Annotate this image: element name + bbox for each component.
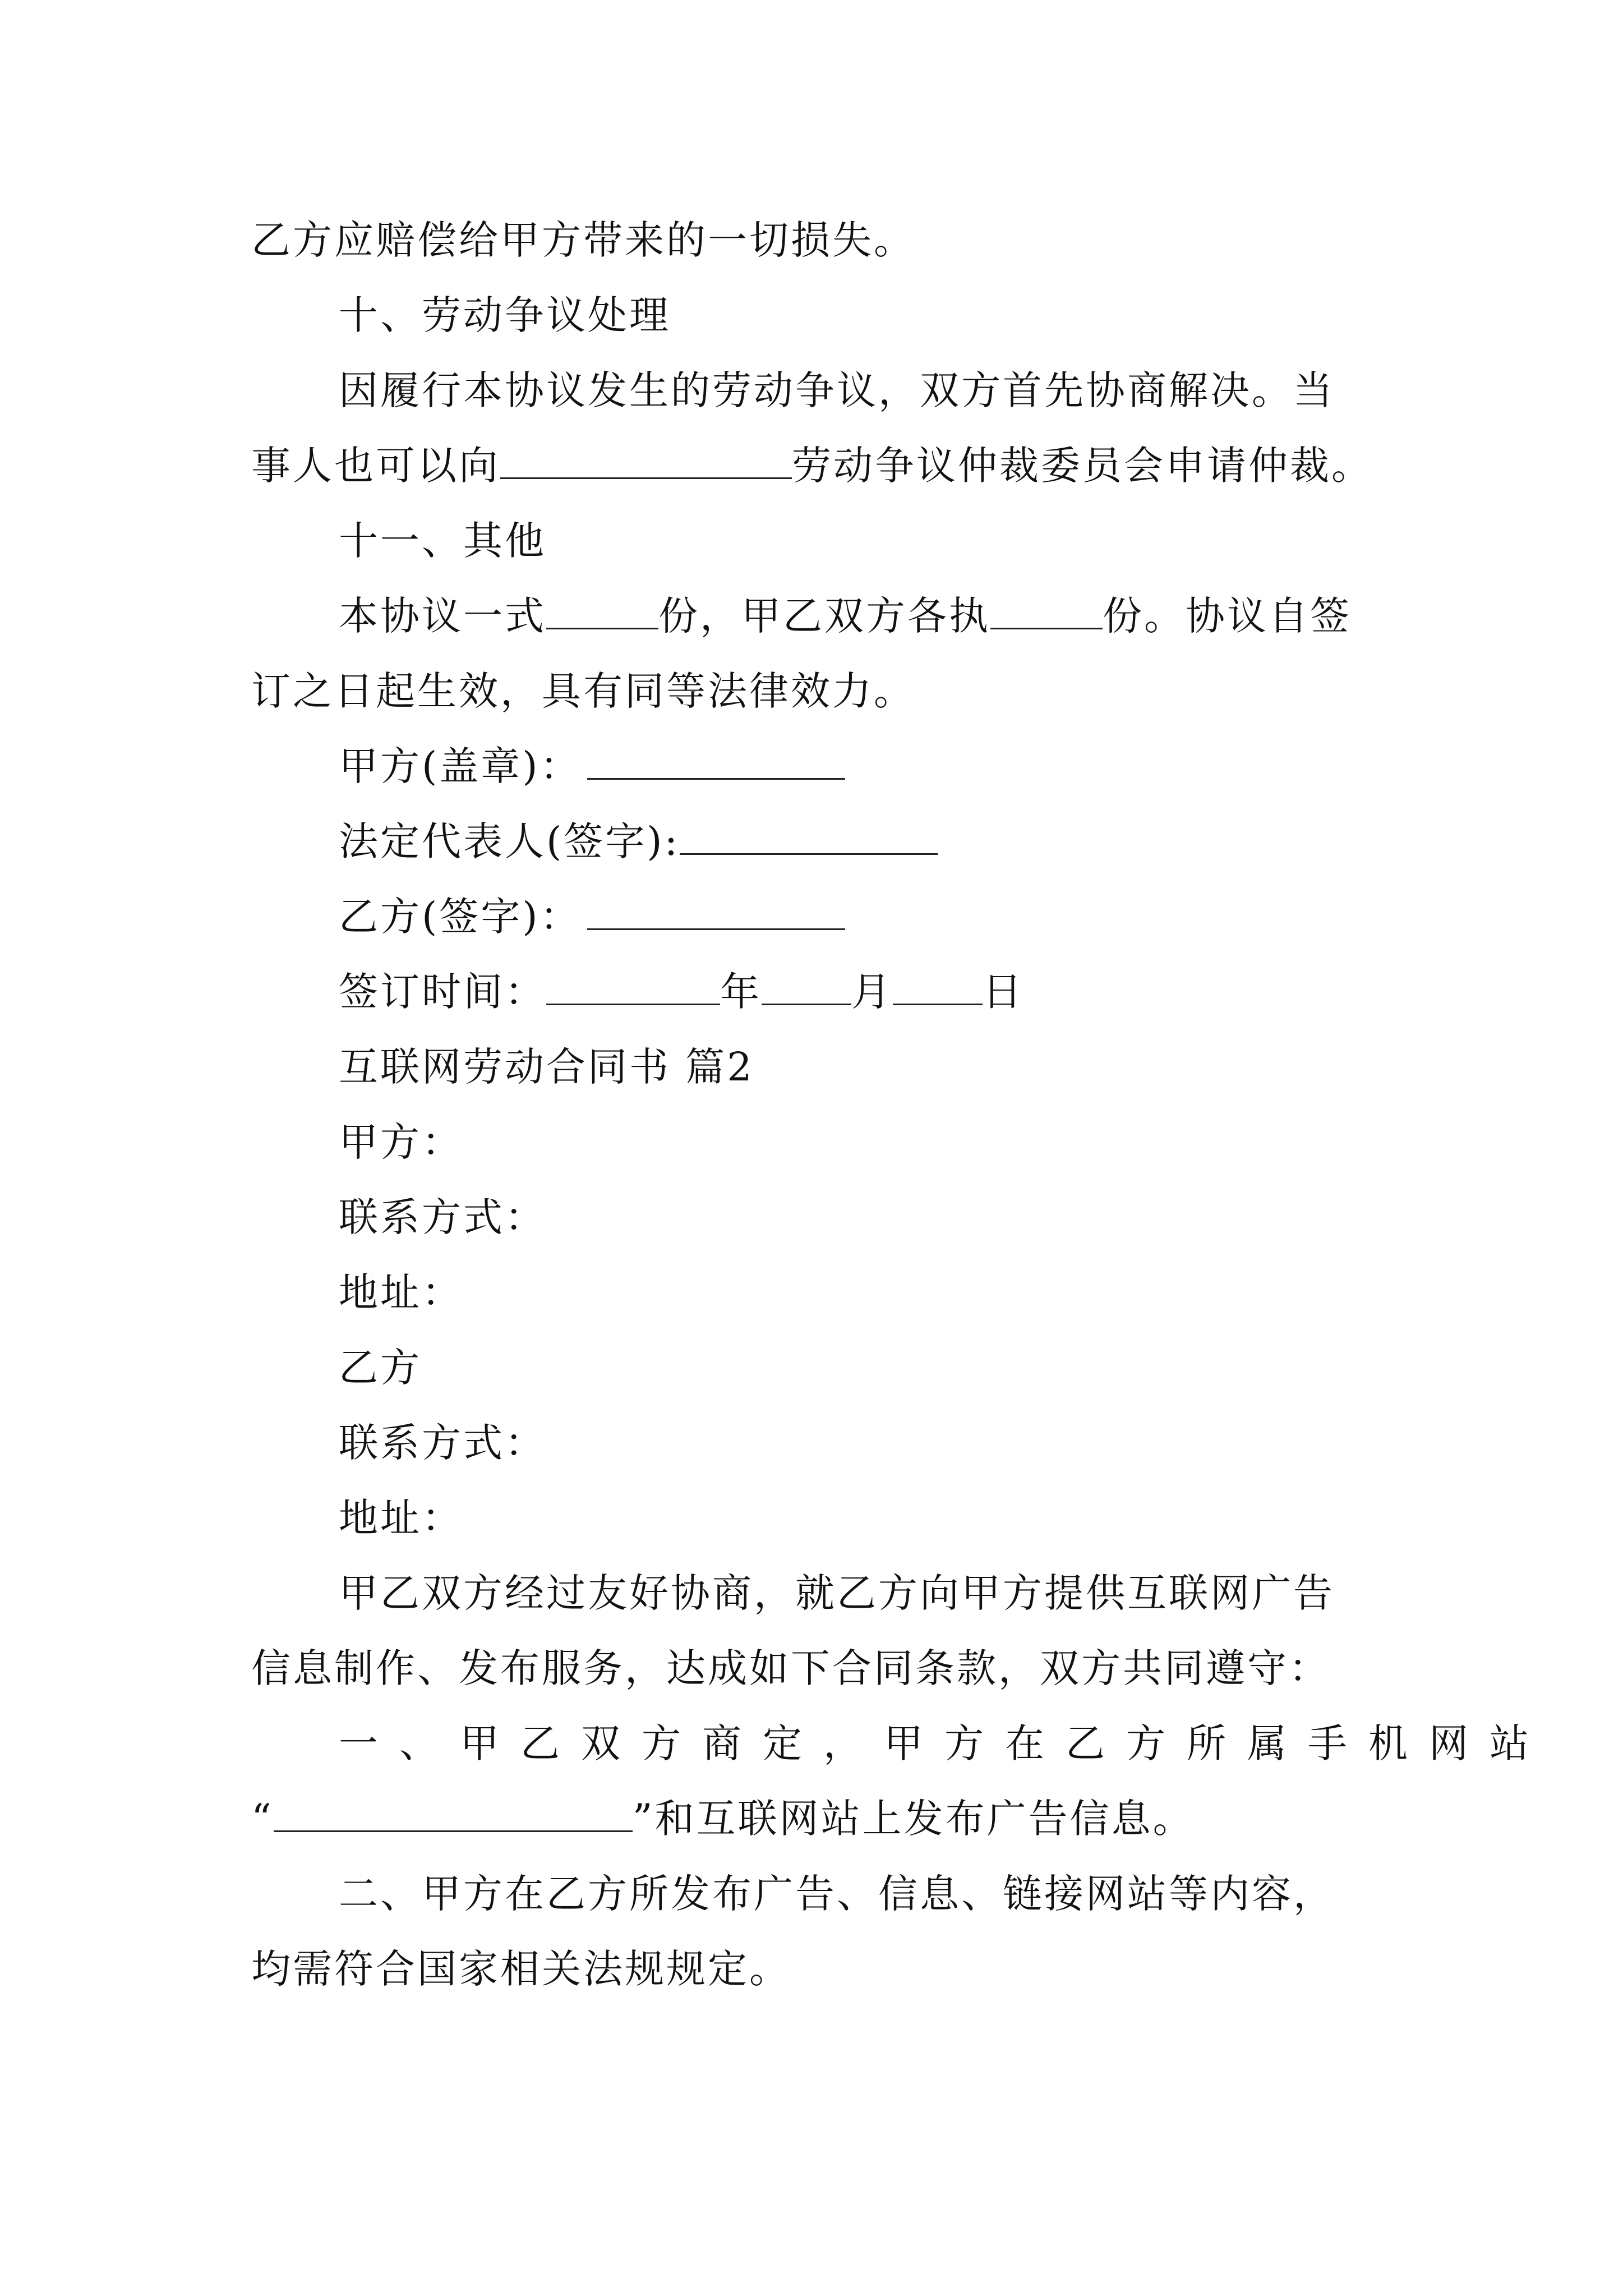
document-title bbox=[339, 1039, 754, 1095]
signature-line bbox=[339, 889, 845, 945]
party-field bbox=[339, 1189, 546, 1245]
text-dispute-1: 因履行本协议发生的劳动争议，双方首先协商解决。当 bbox=[339, 367, 1335, 413]
label-year: 年 bbox=[720, 969, 762, 1015]
year-blank bbox=[546, 967, 720, 1005]
paragraph-line bbox=[339, 1866, 1335, 1922]
section-heading bbox=[339, 287, 671, 343]
day-blank bbox=[893, 967, 983, 1005]
fill-in-blank bbox=[990, 591, 1103, 629]
label-contact-b: 联系方式： bbox=[339, 1420, 546, 1466]
title-contract-2: 互联网劳动合同书 篇2 bbox=[339, 1044, 754, 1090]
party-field bbox=[339, 1114, 463, 1170]
month-blank bbox=[762, 967, 851, 1005]
fill-in-blank bbox=[500, 440, 792, 479]
signature-blank bbox=[587, 741, 845, 780]
paragraph-line bbox=[251, 1791, 1195, 1847]
party-field bbox=[339, 1264, 463, 1320]
paragraph-line bbox=[339, 1565, 1335, 1621]
text-clause-2a: 二、甲方在乙方所发布广告、信息、链接网站等内容， bbox=[339, 1871, 1335, 1917]
text-copies-b: 份，甲乙双方各执 bbox=[658, 593, 990, 639]
paragraph-line bbox=[251, 212, 915, 268]
signature-blank bbox=[587, 891, 845, 930]
label-month: 月 bbox=[851, 969, 893, 1015]
label-contact-a: 联系方式： bbox=[339, 1194, 546, 1240]
paragraph-line bbox=[251, 1640, 1330, 1696]
label-party-b: 乙方 bbox=[339, 1345, 422, 1391]
paragraph-line bbox=[251, 663, 915, 719]
text-clause-1b-open: “ bbox=[251, 1796, 274, 1842]
label-address-a: 地址： bbox=[339, 1269, 463, 1315]
text-clause-1a: 一、甲乙双方商定，甲方在乙方所属手机网站 bbox=[339, 1720, 1550, 1766]
signature-date-line bbox=[339, 964, 1024, 1020]
signature-line bbox=[339, 813, 938, 869]
heading-other: 十一、其他 bbox=[339, 518, 546, 564]
party-field bbox=[339, 1490, 463, 1546]
text-dispute-2b: 劳动争议仲裁委员会申请仲裁。 bbox=[792, 443, 1373, 489]
paragraph-line bbox=[339, 1715, 1550, 1772]
text-agreement-1: 甲乙双方经过友好协商，就乙方向甲方提供互联网广告 bbox=[339, 1570, 1335, 1616]
label-legal-rep: 法定代表人(签字): bbox=[339, 818, 680, 864]
website-blank bbox=[274, 1793, 633, 1832]
paragraph-line bbox=[339, 362, 1335, 418]
paragraph-line bbox=[251, 438, 1373, 494]
text-dispute-2a: 事人也可以向 bbox=[251, 443, 500, 489]
text-copies-a: 本协议一式 bbox=[339, 593, 546, 639]
label-address-b: 地址： bbox=[339, 1495, 463, 1541]
text-copies-c: 份。协议自签 bbox=[1103, 593, 1352, 639]
heading-labor-dispute: 十、劳动争议处理 bbox=[339, 292, 671, 338]
text-agreement-2: 信息制作、发布服务，达成如下合同条款，双方共同遵守： bbox=[251, 1645, 1330, 1691]
text-clause-1b: ”和互联网站上发布广告信息。 bbox=[632, 1796, 1195, 1842]
section-heading bbox=[339, 513, 546, 569]
party-field bbox=[339, 1415, 546, 1471]
paragraph-line bbox=[339, 588, 1352, 644]
text-loss-compensation: 乙方应赔偿给甲方带来的一切损失。 bbox=[251, 217, 915, 263]
signature-blank bbox=[680, 816, 938, 855]
party-field bbox=[339, 1340, 422, 1396]
paragraph-line bbox=[251, 1941, 791, 1997]
text-effective: 订之日起生效，具有同等法律效力。 bbox=[251, 668, 915, 714]
signature-line bbox=[339, 738, 845, 794]
label-party-a-seal: 甲方(盖章)： bbox=[339, 743, 582, 789]
label-party-b-sign: 乙方(签字)： bbox=[339, 894, 582, 940]
text-clause-2b: 均需符合国家相关法规规定。 bbox=[251, 1946, 791, 1992]
label-party-a: 甲方： bbox=[339, 1119, 463, 1165]
fill-in-blank bbox=[546, 591, 658, 629]
label-day: 日 bbox=[983, 969, 1024, 1015]
label-sign-date: 签订时间： bbox=[339, 969, 546, 1015]
